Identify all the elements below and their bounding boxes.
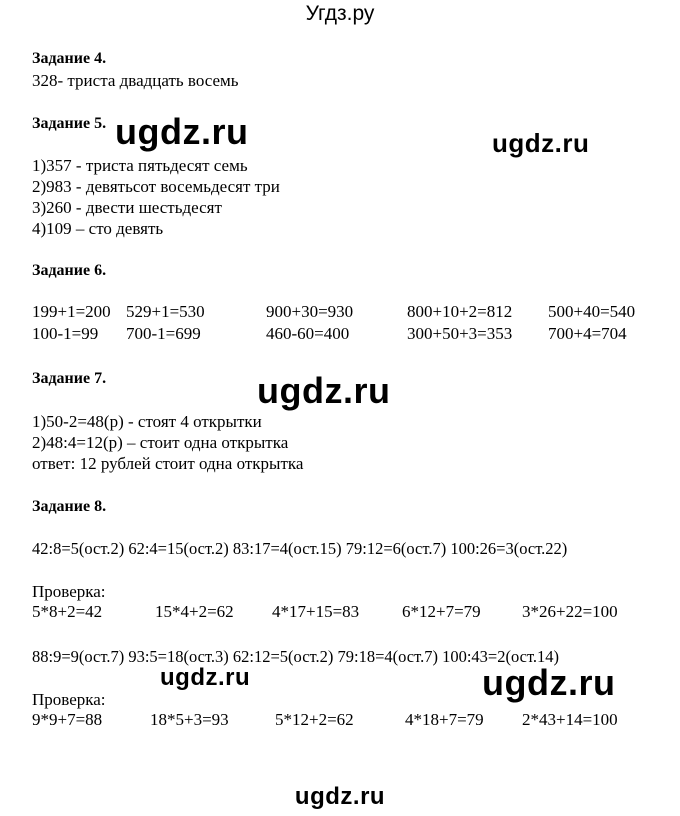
check-expression: 5*8+2=42: [32, 602, 103, 621]
task5-line: 1)357 - триста пятьдесят семь: [32, 156, 248, 175]
check-expression: 15*4+2=62: [155, 602, 234, 621]
task8-division-row: 88:9=9(ост.7) 93:5=18(ост.3) 62:12=5(ост.2) 79:18=4(ост.7) 100:43=2(ост.14): [32, 647, 560, 666]
task6-expression: 700+4=704: [548, 324, 627, 343]
site-title: Угдз.ру: [305, 2, 375, 25]
task6-expression: 900+30=930: [266, 302, 354, 321]
task7-line: 1)50-2=48(р) - стоят 4 открытки: [32, 412, 262, 431]
watermark-logo: ugdz.ru: [492, 128, 590, 158]
watermark-logo: ugdz.ru: [482, 662, 616, 703]
watermark-logo: ugdz.ru: [160, 664, 251, 691]
task6-header: Задание 6.: [32, 262, 107, 279]
task6-expression: 300+50+3=353: [407, 324, 513, 343]
check-expression: 4*17+15=83: [272, 602, 360, 621]
task8-header: Задание 8.: [32, 498, 107, 515]
watermark-logo: ugdz.ru: [257, 370, 391, 411]
task6-expression: 199+1=200: [32, 302, 111, 321]
task5-line: 2)983 - девятьсот восемьдесят три: [32, 177, 280, 196]
check-label: Проверка:: [32, 690, 106, 709]
check-label: Проверка:: [32, 582, 106, 601]
task6-expression: 500+40=540: [548, 302, 636, 321]
task6-expression: 700-1=699: [126, 324, 201, 343]
task5-header: Задание 5.: [32, 115, 107, 132]
task7-line: 2)48:4=12(р) – стоит одна открытка: [32, 433, 289, 452]
task6-expression: 100-1=99: [32, 324, 99, 343]
check-expression: 5*12+2=62: [275, 710, 354, 729]
check-expression: 2*43+14=100: [522, 710, 618, 729]
task8-division-row: 42:8=5(ост.2) 62:4=15(ост.2) 83:17=4(ост.15) 79:12=6(ост.7) 100:26=3(ост.22): [32, 539, 568, 558]
task4-line: 328- триста двадцать восемь: [32, 71, 239, 90]
task7-header: Задание 7.: [32, 370, 107, 387]
task6-expression: 800+10+2=812: [407, 302, 513, 321]
task5-line: 4)109 – сто девять: [32, 219, 164, 238]
check-expression: 6*12+7=79: [402, 602, 481, 621]
watermark-logo: ugdz.ru: [115, 111, 249, 152]
check-expression: 9*9+7=88: [32, 710, 103, 729]
check-expression: 4*18+7=79: [405, 710, 484, 729]
task5-line: 3)260 - двести шестьдесят: [32, 198, 222, 217]
task6-expression: 460-60=400: [266, 324, 350, 343]
task4-header: Задание 4.: [32, 50, 107, 67]
task6-expression: 529+1=530: [126, 302, 205, 321]
watermark-logo: ugdz.ru: [294, 783, 386, 810]
check-expression: 3*26+22=100: [522, 602, 618, 621]
task7-line: ответ: 12 рублей стоит одна открытка: [32, 454, 304, 473]
check-expression: 18*5+3=93: [150, 710, 229, 729]
